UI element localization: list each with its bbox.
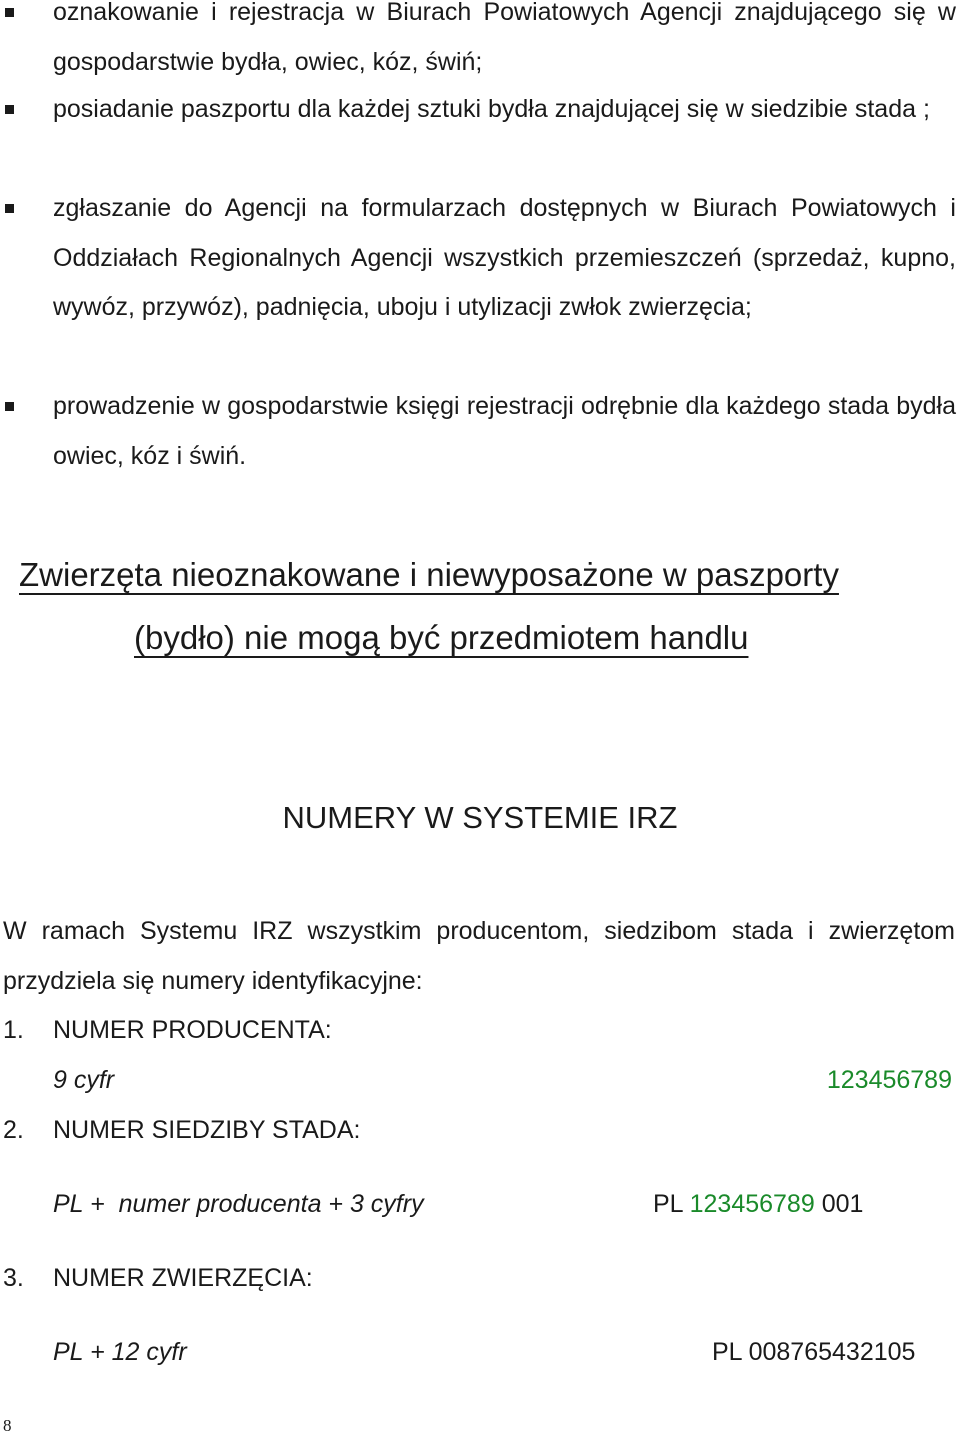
producer-example: 123456789 (826, 1066, 952, 1094)
page-number: 8 (3, 1416, 12, 1435)
herd-example (653, 1188, 863, 1220)
item-colon: : (324, 1016, 332, 1044)
herd-example-prefix: PL (653, 1190, 690, 1218)
intro-paragraph: W ramach Systemu IRZ wszystkim producentom, siedzibom stada i zwierzętom przydziela się numery identyfikacyjne: (3, 917, 955, 995)
bullet-marker (5, 105, 14, 114)
producer-format: 9 cyfr (53, 1066, 115, 1094)
list-item-text: prowadzenie w gospodarstwie księgi rejestracji odrębnie dla każdego stada bydła owiec, kóz i świń. (53, 392, 956, 470)
item-number-3: 3. (3, 1264, 24, 1292)
herd-example-producer: 123456789 (689, 1190, 815, 1218)
list-item-text: zgłaszanie do Agencji na formularzach dostępnych w Biurach Powiatowych i Oddziałach Regionalnych Agencji wszystkich przemieszczeń (sprzedaż, kupno, wywóz, przywóz), padnięcia, uboju i utylizacji zwłok zwierzęcia; (53, 194, 956, 321)
bullet-marker (5, 8, 14, 17)
item-number-1: 1. (3, 1016, 24, 1044)
list-item-text: posiadanie paszportu dla każdej sztuki bydła znajdującej się w siedzibie stada ; (53, 95, 930, 123)
item-heading-herd (53, 1114, 360, 1146)
herd-example-suffix: 001 (814, 1190, 864, 1218)
bullet-marker (5, 402, 14, 411)
section-title: NUMERY W SYSTEMIE IRZ (282, 800, 678, 835)
animal-format: PL + 12 cyfr (53, 1338, 187, 1366)
item-colon: : (305, 1264, 313, 1292)
item-label: NUMER SIEDZIBY STADA (53, 1116, 354, 1144)
animal-example: PL 00876543210​5 (712, 1338, 916, 1366)
list-item-text: oznakowanie i rejestracja w Biurach Powiatowych Agencji znajdującego się w gospodarstwie bydła, owiec, kóz, świń; (53, 0, 956, 76)
item-heading-producer (53, 1014, 332, 1046)
item-number-2: 2. (3, 1116, 24, 1144)
herd-format: PL + numer producenta + 3 cyfry (53, 1190, 424, 1218)
item-colon: : (353, 1116, 361, 1144)
bullet-marker (5, 204, 14, 213)
notice-line-2: (bydło) nie mogą być przedmiotem handlu (134, 619, 749, 656)
item-heading-animal (53, 1262, 313, 1294)
notice-line-1: Zwierzęta nieoznakowane i niewyposażone w paszporty (19, 556, 839, 593)
item-label: NUMER PRODUCENTA (53, 1016, 325, 1044)
item-label: NUMER ZWIERZĘCIA (53, 1264, 306, 1292)
